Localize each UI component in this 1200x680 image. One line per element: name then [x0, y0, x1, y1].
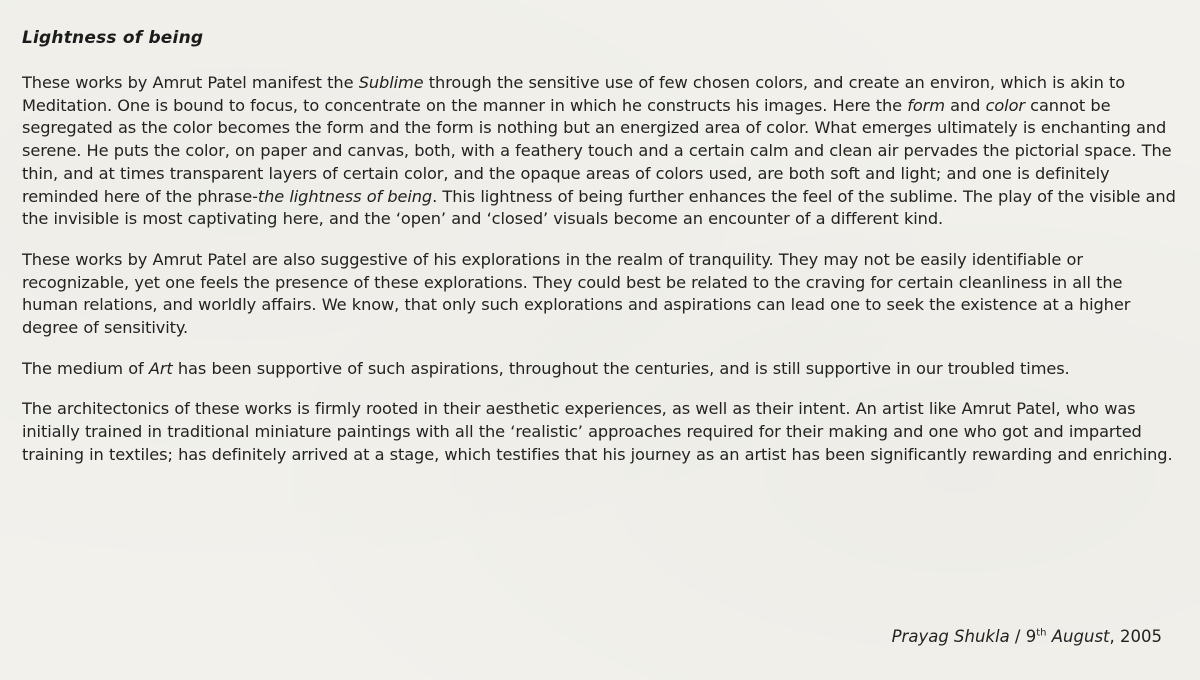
paragraph-text: has been supportive of such aspirations, throughout the centuries, and is still supportive in our troubled times. — [172, 358, 1070, 378]
paragraph-4 — [22, 398, 1178, 466]
emphasis-text: color — [985, 95, 1025, 115]
paragraph-text: . This lightness of being further enhances the feel of the sublime. The play of the visible and the invisible is most captivating here, and the ‘open’ and ‘closed’ visuals become an encounter of a different kind. — [22, 186, 1176, 229]
paragraph-2 — [22, 249, 1178, 340]
date-separator: / — [1009, 627, 1026, 646]
paragraph-text: These works by Amrut Patel manifest the — [22, 73, 359, 92]
date-year: , 2005 — [1109, 627, 1162, 646]
emphasis-text: the lightness of being — [257, 186, 433, 206]
date-day-suffix: th — [1036, 627, 1047, 639]
date-month: August — [1051, 627, 1110, 646]
paragraph-3 — [22, 358, 1178, 381]
emphasis-text: form — [907, 95, 945, 115]
signature-line — [892, 627, 1162, 646]
paragraph-text: through the sensitive use of few chosen colors, and create an environ, which is akin to Meditation. One is bound to focus, to concentrate on the manner in which he constructs his images. Here the — [22, 73, 1126, 115]
paragraph-text: The architectonics of these works is firmly rooted in their aesthetic experiences, as well as their intent. An artist like Amrut Patel, who was initially trained in traditional miniature paintings with all the ‘realistic’ approaches required for their making and one who got and imparted training in textiles; has definitely arrived at a stage, which testifies that his journey as an artist has been significantly rewarding and enriching. — [22, 399, 1173, 464]
document-title: Lightness of being — [22, 28, 204, 48]
date-day: 9 — [1025, 627, 1037, 646]
paragraph-text: These works by Amrut Patel are also suggestive of his explorations in the realm of tranquility. They may not be easily identifiable or recognizable, yet one feels the presence of these explorations. They could best be related to the craving for certain cleanliness in all the human relations, and worldly affairs. We know, that only such explorations and aspirations can lead one to seek the existence at a higher degree of sensitivity. — [22, 249, 1131, 338]
paragraph-text: The medium of — [22, 358, 149, 378]
paragraph-text: cannot be segregated as the color becomes the form and the form is nothing but an energized area of color. What emerges ultimately is enchanting and serene. He puts the color, on paper and canvas, both, with a feathery touch and a certain calm and clean air pervades the pictorial space. The thin, and at times transparent layers of certain color, and the opaque areas of colors used, are both soft and light; and one is definitely reminded here of the phrase- — [22, 95, 1172, 206]
author-name: Prayag Shukla — [891, 627, 1010, 646]
emphasis-text: Sublime — [358, 73, 424, 92]
emphasis-text: Art — [148, 358, 173, 378]
paragraph-text: and — [944, 95, 986, 115]
paragraph-1 — [22, 72, 1178, 231]
